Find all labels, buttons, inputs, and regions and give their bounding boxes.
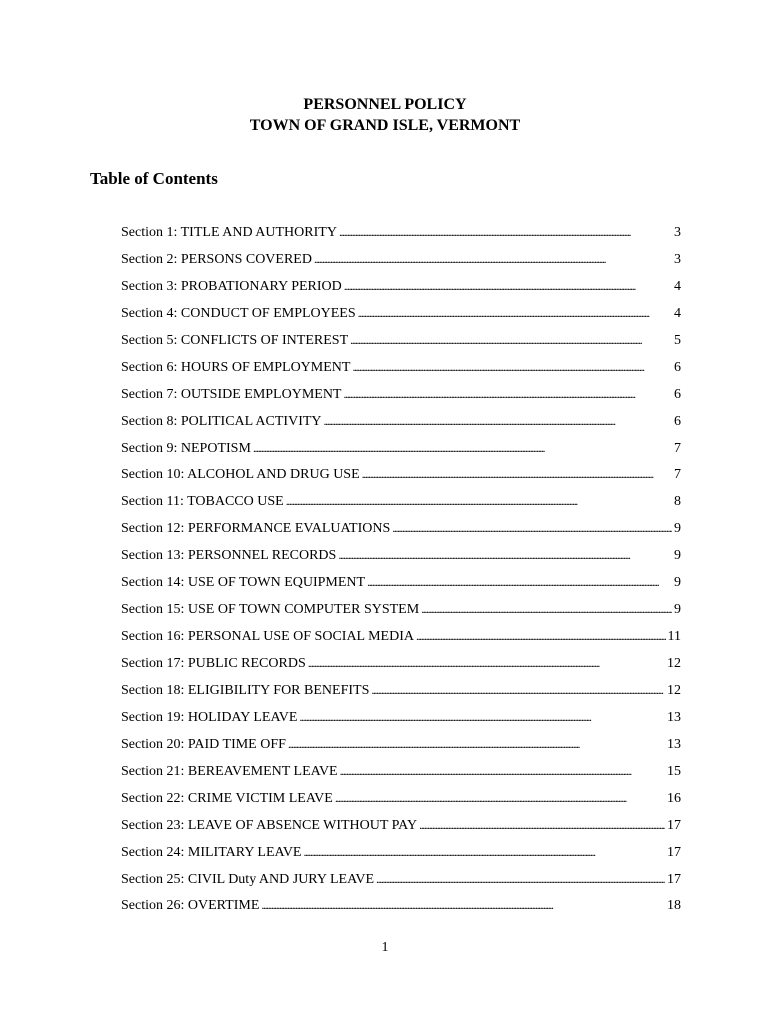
toc-entry-label: Section 24: MILITARY LEAVE [121, 844, 302, 860]
toc-entry-label: Section 1: TITLE AND AUTHORITY [121, 225, 337, 240]
dot-leader [340, 762, 665, 780]
toc-heading: Table of Contents [90, 169, 218, 188]
toc-entry[interactable] [121, 385, 681, 412]
dot-leader [367, 573, 672, 591]
toc-entry[interactable] [121, 250, 681, 277]
toc-entry-label: Section 17: PUBLIC RECORDS [121, 656, 306, 671]
page-number: 1 [381, 940, 389, 955]
toc-entry[interactable] [121, 277, 681, 304]
toc-entry-page: 6 [674, 359, 681, 375]
document-title [0, 94, 770, 136]
title-line-2: TOWN OF GRAND ISLE, VERMONT [249, 117, 521, 134]
toc-entry-label: Section 25: CIVIL Duty AND JURY LEAVE [121, 871, 375, 887]
dot-leader [421, 600, 672, 618]
toc-entry[interactable] [121, 816, 681, 843]
toc-entry-page: 3 [674, 251, 681, 267]
dot-leader [299, 708, 665, 726]
dot-leader [339, 223, 672, 241]
toc-entry-page: 15 [667, 763, 681, 779]
dot-leader [253, 439, 672, 457]
toc-entry[interactable] [121, 492, 681, 519]
dot-leader [352, 358, 672, 376]
toc-entry[interactable] [121, 681, 681, 708]
toc-entry-page: 9 [674, 575, 681, 591]
toc-entry-label: Section 7: OUTSIDE EMPLOYMENT [121, 386, 342, 402]
dot-leader [314, 250, 672, 268]
toc-entry-label: Section 18: ELIGIBILITY FOR BENEFITS [121, 682, 370, 698]
toc-entry-page: 4 [674, 278, 681, 294]
dot-leader [303, 843, 665, 861]
toc-entry[interactable] [121, 358, 681, 385]
toc-entry-page: 16 [667, 790, 681, 806]
toc-entry[interactable] [121, 223, 681, 250]
toc-entry-label: Section 19: HOLIDAY LEAVE [121, 709, 298, 725]
dot-leader [344, 385, 673, 403]
dot-leader [371, 681, 665, 699]
toc-entry[interactable] [121, 331, 681, 358]
toc-entry[interactable] [121, 654, 681, 681]
toc-entry[interactable] [121, 843, 681, 870]
toc-entry-page: 3 [674, 225, 681, 240]
toc-entry-page: 13 [667, 709, 681, 725]
toc-entry[interactable] [121, 546, 681, 573]
toc-entry-page: 12 [667, 656, 681, 671]
toc-entry-page: 17 [667, 844, 681, 860]
toc-entry[interactable] [121, 708, 681, 735]
toc-entry[interactable] [121, 573, 681, 600]
toc-entry[interactable] [121, 627, 681, 654]
dot-leader [338, 546, 672, 564]
dot-leader [376, 870, 665, 888]
toc-entry-label: Section 12: PERFORMANCE EVALUATIONS [121, 521, 391, 537]
toc-entry-page: 9 [674, 521, 681, 537]
dot-leader [358, 304, 672, 322]
dot-leader [324, 412, 672, 430]
toc-entry-page: 7 [674, 440, 681, 456]
toc-entry-label: Section 10: ALCOHOL AND DRUG USE [121, 467, 360, 483]
toc-entry-page: 17 [667, 871, 681, 887]
toc-entry[interactable] [121, 439, 681, 466]
toc-entry-page: 6 [674, 386, 681, 402]
toc-entry[interactable] [121, 896, 681, 923]
toc-entry-label: Section 14: USE OF TOWN EQUIPMENT [121, 575, 366, 591]
dot-leader [261, 896, 665, 914]
toc-entry-page: 6 [674, 413, 681, 429]
toc-entry-page: 9 [674, 548, 681, 564]
toc-entry[interactable] [121, 762, 681, 789]
toc-entry-label: Section 11: TOBACCO USE [121, 494, 284, 510]
toc-entry-label: Section 8: POLITICAL ACTIVITY [121, 413, 322, 429]
toc-entry-label: Section 23: LEAVE OF ABSENCE WITHOUT PAY [121, 817, 418, 833]
toc-entry[interactable] [121, 870, 681, 897]
dot-leader [416, 627, 666, 645]
dot-leader [392, 519, 672, 537]
toc-entry-label: Section 4: CONDUCT OF EMPLOYEES [121, 305, 356, 321]
toc-entry-page: 7 [674, 467, 681, 483]
toc-entry-page: 17 [667, 817, 681, 833]
toc-entry-label: Section 26: OVERTIME [121, 898, 260, 914]
toc-entry-label: Section 13: PERSONNEL RECORDS [121, 548, 337, 564]
toc-entry-page: 9 [674, 602, 681, 618]
toc-entry[interactable] [121, 735, 681, 762]
dot-leader [286, 492, 672, 510]
dot-leader [308, 654, 665, 672]
toc-entry-label: Section 21: BEREAVEMENT LEAVE [121, 763, 338, 779]
toc-entry[interactable] [121, 600, 681, 627]
toc-entry[interactable] [121, 789, 681, 816]
toc-entry[interactable] [121, 304, 681, 331]
toc-entry-page: 13 [667, 736, 681, 752]
toc-entry-page: 12 [667, 682, 681, 698]
dot-leader [335, 789, 665, 807]
toc-entry-label: Section 16: PERSONAL USE OF SOCIAL MEDIA [121, 629, 414, 645]
dot-leader [344, 277, 672, 295]
dot-leader [419, 816, 665, 834]
toc-entry-label: Section 9: NEPOTISM [121, 440, 251, 456]
toc-entry-label: Section 15: USE OF TOWN COMPUTER SYSTEM [121, 602, 420, 618]
dot-leader [362, 465, 672, 483]
dot-leader [288, 735, 665, 753]
toc-entry[interactable] [121, 412, 681, 439]
dot-leader [350, 331, 672, 349]
toc-entry-label: Section 2: PERSONS COVERED [121, 251, 312, 267]
title-line-1: PERSONNEL POLICY [303, 96, 467, 113]
table-of-contents [121, 223, 681, 923]
toc-entry-page: 5 [674, 332, 681, 348]
toc-entry-page: 11 [667, 629, 681, 645]
toc-entry-label: Section 3: PROBATIONARY PERIOD [121, 278, 342, 294]
toc-entry-page: 8 [674, 494, 681, 510]
toc-entry[interactable] [121, 465, 681, 492]
toc-entry-page: 4 [674, 305, 681, 321]
toc-entry-label: Section 20: PAID TIME OFF [121, 736, 286, 752]
toc-entry-label: Section 5: CONFLICTS OF INTEREST [121, 332, 349, 348]
toc-entry[interactable] [121, 519, 681, 546]
toc-entry-page: 18 [667, 898, 681, 914]
toc-entry-label: Section 6: HOURS OF EMPLOYMENT [121, 359, 351, 375]
toc-entry-label: Section 22: CRIME VICTIM LEAVE [121, 790, 333, 806]
